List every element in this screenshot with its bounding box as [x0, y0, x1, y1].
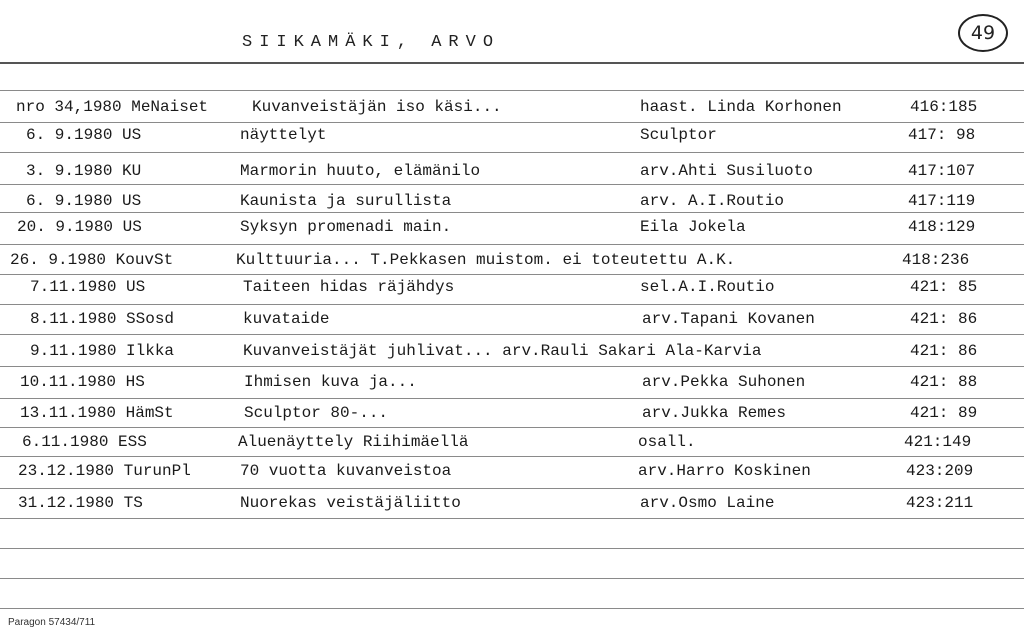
entry-title: Marmorin huuto, elämänilo [240, 162, 481, 180]
entry-ref: 421: 86 [910, 310, 978, 328]
entry-ref: 417:119 [908, 192, 976, 210]
list-item [0, 98, 1024, 120]
entry-title: Kuvanveistäjän iso käsi... [252, 98, 502, 116]
entry-ref: 421: 89 [910, 404, 978, 422]
page-number: 49 [970, 22, 996, 44]
entry-ref: 423:211 [906, 494, 974, 512]
entry-ref: 416:185 [910, 98, 978, 116]
entry-author: sel.A.I.Routio [640, 278, 775, 296]
entry-ref: 418:236 [902, 251, 970, 269]
entry-title: Ihmisen kuva ja... [244, 373, 417, 391]
entry-author: osall. [638, 433, 696, 451]
entry-date: 13.11.1980 HämSt [20, 404, 174, 422]
ruled-line [0, 456, 1024, 457]
ruled-line [0, 366, 1024, 367]
card-title: SIIKAMÄKI, ARVO [242, 33, 501, 52]
ruled-line [0, 122, 1024, 123]
entry-author: arv.Tapani Kovanen [642, 310, 815, 328]
list-item [0, 310, 1024, 332]
ruled-line [0, 152, 1024, 153]
ruled-line [0, 334, 1024, 335]
ruled-line [0, 184, 1024, 185]
entry-date: 7.11.1980 US [30, 278, 146, 296]
entry-title: Kaunista ja surullista [240, 192, 452, 210]
entry-author: arv.Harro Koskinen [638, 462, 811, 480]
list-item [0, 251, 1024, 273]
list-item [0, 126, 1024, 148]
entry-title: Kuvanveistäjät juhlivat... arv.Rauli Sakari Ala-Karvia [243, 342, 762, 360]
entry-date: 6.11.1980 ESS [22, 433, 147, 451]
entry-author: arv.Pekka Suhonen [642, 373, 806, 391]
list-item [0, 218, 1024, 240]
entry-ref: 421: 85 [910, 278, 978, 296]
entry-author: haast. Linda Korhonen [640, 98, 842, 116]
ruled-line [0, 90, 1024, 91]
entry-title: Syksyn promenadi main. [240, 218, 452, 236]
entry-date: 23.12.1980 TurunPl [18, 462, 191, 480]
header-rule [0, 62, 1024, 64]
entry-ref: 421: 86 [910, 342, 978, 360]
entry-date: 26. 9.1980 KouvSt [10, 251, 174, 269]
entry-title: Taiteen hidas räjähdys [243, 278, 455, 296]
entry-author: Sculptor [640, 126, 717, 144]
entry-ref: 421:149 [904, 433, 972, 451]
entry-date: 20. 9.1980 US [17, 218, 142, 236]
ruled-line [0, 488, 1024, 489]
page-number-circle [958, 14, 1008, 52]
list-item [0, 404, 1024, 426]
ruled-line [0, 304, 1024, 305]
list-item [0, 373, 1024, 395]
entry-date: 3. 9.1980 KU [26, 162, 142, 180]
list-item [0, 278, 1024, 300]
entry-author: Eila Jokela [640, 218, 746, 236]
entry-date: 10.11.1980 HS [20, 373, 145, 391]
list-item [0, 494, 1024, 516]
ruled-line [0, 427, 1024, 428]
ruled-line [0, 518, 1024, 519]
entry-date: 31.12.1980 TS [18, 494, 143, 512]
list-item [0, 162, 1024, 184]
entry-ref: 417:107 [908, 162, 976, 180]
entry-ref: 418:129 [908, 218, 976, 236]
ruled-line [0, 274, 1024, 275]
entry-author: arv.Osmo Laine [640, 494, 775, 512]
list-item [0, 192, 1024, 214]
ruled-line [0, 608, 1024, 609]
ruled-line [0, 244, 1024, 245]
list-item [0, 433, 1024, 455]
entry-title: näyttelyt [240, 126, 327, 144]
entry-date: 6. 9.1980 US [26, 192, 142, 210]
entry-author: arv. A.I.Routio [640, 192, 785, 210]
entry-title: Aluenäyttely Riihimäellä [238, 433, 469, 451]
ruled-line [0, 578, 1024, 579]
entry-author: arv.Ahti Susiluoto [640, 162, 813, 180]
entry-date: 9.11.1980 Ilkka [30, 342, 175, 360]
entry-date: 6. 9.1980 US [26, 126, 142, 144]
entry-author: arv.Jukka Remes [642, 404, 787, 422]
ruled-line [0, 398, 1024, 399]
entry-title: Sculptor 80-... [244, 404, 389, 422]
list-item [0, 462, 1024, 484]
entry-title: kuvataide [243, 310, 330, 328]
entry-title: Nuorekas veistäjäliitto [240, 494, 461, 512]
entry-title: Kulttuuria... T.Pekkasen muistom. ei toteutettu A.K. [236, 251, 736, 269]
ruled-line [0, 548, 1024, 549]
entry-ref: 421: 88 [910, 373, 978, 391]
printer-imprint: Paragon 57434/711 [8, 617, 96, 628]
entry-ref: 417: 98 [908, 126, 976, 144]
entry-ref: 423:209 [906, 462, 974, 480]
entry-title: 70 vuotta kuvanveistoa [240, 462, 452, 480]
list-item [0, 342, 1024, 364]
entry-date: nro 34,1980 MeNaiset [16, 98, 209, 116]
entry-date: 8.11.1980 SSosd [30, 310, 175, 328]
